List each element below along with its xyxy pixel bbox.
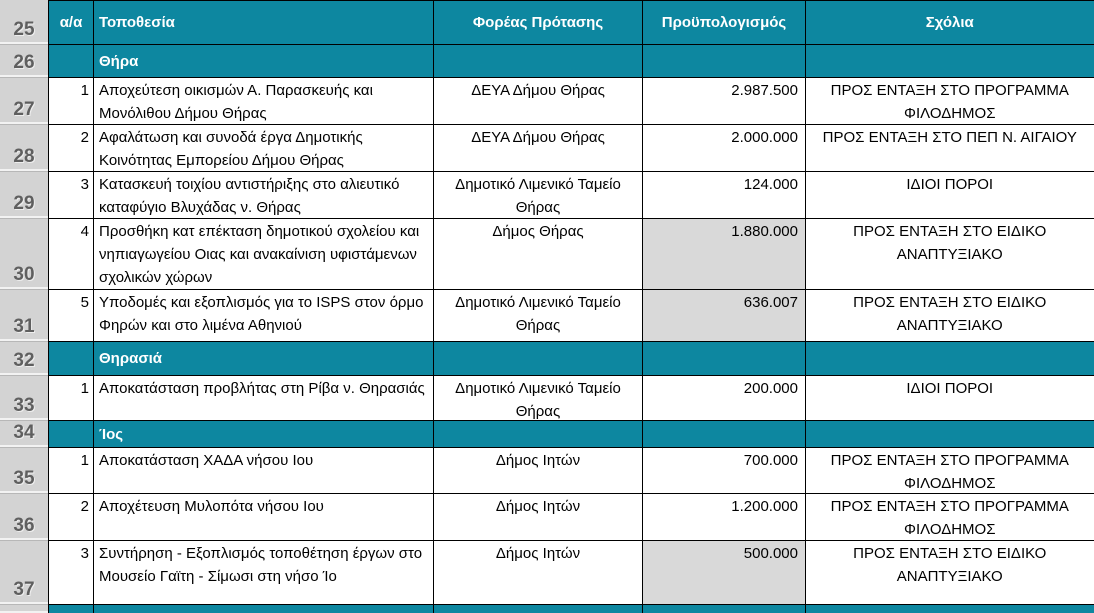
row-number-gutter [0, 0, 48, 613]
row-header-27[interactable]: 27 [0, 77, 48, 124]
section-cell-comments[interactable] [806, 342, 1094, 376]
cell-comments[interactable]: ΠΡΟΣ ΕΝΤΑΞΗ ΣΤΟ ΠΡΟΓΡΑΜΜΑ ΦΙΛΟΔΗΜΟΣ [806, 494, 1094, 541]
cell-comments[interactable]: ΠΡΟΣ ΕΝΤΑΞΗ ΣΤΟ ΕΙΔΙΚΟ ΑΝΑΠΤΥΞΙΑΚΟ [806, 541, 1094, 605]
row-header-28[interactable]: 28 [0, 124, 48, 171]
cell-budget[interactable]: 2.000.000 [643, 125, 806, 172]
cell-budget[interactable]: 200.000 [643, 376, 806, 421]
section-row-partial [49, 605, 1094, 613]
row-header-partial[interactable] [0, 604, 48, 613]
row-header-26[interactable]: 26 [0, 44, 48, 77]
cell-budget[interactable]: 2.987.500 [643, 78, 806, 125]
row-header-36[interactable]: 36 [0, 493, 48, 540]
cell-proposing-body[interactable]: Δήμος Ιητών [434, 448, 643, 494]
section-cell-body[interactable] [434, 342, 643, 376]
row-header-33[interactable]: 33 [0, 375, 48, 420]
section-cell-body[interactable] [434, 605, 643, 613]
section-title[interactable]: Θηρασιά [94, 342, 434, 376]
section-cell-budget[interactable] [643, 605, 806, 613]
projects-table [48, 0, 1094, 613]
section-cell-comments[interactable] [806, 605, 1094, 613]
table-row [49, 290, 1094, 342]
cell-comments[interactable]: ΠΡΟΣ ΕΝΤΑΞΗ ΣΤΟ ΠΡΟΓΡΑΜΜΑ ΦΙΛΟΔΗΜΟΣ [806, 78, 1094, 125]
section-row [49, 421, 1094, 448]
cell-budget[interactable]: 636.007 [643, 290, 806, 342]
cell-proposing-body[interactable]: Δημοτικό Λιμενικό Ταμείο Θήρας [434, 172, 643, 219]
section-title[interactable]: Θήρα [94, 45, 434, 78]
cell-row-number[interactable]: 5 [49, 290, 94, 342]
table-row [49, 448, 1094, 494]
cell-location[interactable]: Αφαλάτωση και συνοδά έργα Δημοτικής Κοινότητας Εμπορείου Δήμου Θήρας [94, 125, 434, 172]
section-cell-num[interactable] [49, 605, 94, 613]
section-cell-comments[interactable] [806, 421, 1094, 448]
cell-comments[interactable]: ΠΡΟΣ ΕΝΤΑΞΗ ΣΤΟ ΠΡΟΓΡΑΜΜΑ ΦΙΛΟΔΗΜΟΣ [806, 448, 1094, 494]
section-row [49, 342, 1094, 376]
row-header-29[interactable]: 29 [0, 171, 48, 218]
section-cell-num[interactable] [49, 45, 94, 78]
section-cell-body[interactable] [434, 45, 643, 78]
col-header-num[interactable]: α/α [49, 1, 94, 45]
cell-row-number[interactable]: 1 [49, 376, 94, 421]
row-header-37[interactable]: 37 [0, 540, 48, 604]
cell-proposing-body[interactable]: Δημοτικό Λιμενικό Ταμείο Θήρας [434, 376, 643, 421]
section-cell-budget[interactable] [643, 421, 806, 448]
cell-comments[interactable]: ΙΔΙΟΙ ΠΟΡΟΙ [806, 376, 1094, 421]
section-row [49, 45, 1094, 78]
row-header-31[interactable]: 31 [0, 289, 48, 341]
row-header-34[interactable]: 34 [0, 420, 48, 447]
section-title[interactable]: Ίος [94, 421, 434, 448]
cell-proposing-body[interactable]: Δημοτικό Λιμενικό Ταμείο Θήρας [434, 290, 643, 342]
cell-location[interactable]: Συντήρηση - Εξοπλισμός τοποθέτηση έργων στο Μουσείο Γαϊτη - Σίμωσι στη νήσο Ίο [94, 541, 434, 605]
table-row [49, 376, 1094, 421]
cell-proposing-body[interactable]: ΔΕΥΑ Δήμου Θήρας [434, 125, 643, 172]
cell-proposing-body[interactable]: ΔΕΥΑ Δήμου Θήρας [434, 78, 643, 125]
table-row [49, 219, 1094, 290]
section-title[interactable] [94, 605, 434, 613]
cell-location[interactable]: Αποκατάσταση προβλήτας στη Ρίβα ν. Θηρασιάς [94, 376, 434, 421]
col-header-body[interactable]: Φορέας Πρότασης [434, 1, 643, 45]
cell-location[interactable]: Αποχέτευση Μυλοπότα νήσου Ιου [94, 494, 434, 541]
column-header-row [49, 1, 1094, 45]
table-row [49, 78, 1094, 125]
section-cell-body[interactable] [434, 421, 643, 448]
table-row [49, 494, 1094, 541]
cell-row-number[interactable]: 3 [49, 172, 94, 219]
table-row [49, 172, 1094, 219]
col-header-location[interactable]: Τοποθεσία [94, 1, 434, 45]
section-cell-num[interactable] [49, 342, 94, 376]
col-header-comments[interactable]: Σχόλια [806, 1, 1094, 45]
section-cell-comments[interactable] [806, 45, 1094, 78]
cell-row-number[interactable]: 2 [49, 494, 94, 541]
table-row [49, 541, 1094, 605]
cell-budget[interactable]: 500.000 [643, 541, 806, 605]
cell-comments[interactable]: ΠΡΟΣ ΕΝΤΑΞΗ ΣΤΟ ΕΙΔΙΚΟ ΑΝΑΠΤΥΞΙΑΚΟ [806, 219, 1094, 290]
cell-row-number[interactable]: 1 [49, 78, 94, 125]
cell-budget[interactable]: 1.200.000 [643, 494, 806, 541]
cell-proposing-body[interactable]: Δήμος Θήρας [434, 219, 643, 290]
cell-location[interactable]: Αποχεύτεση οικισμών Α. Παρασκευής και Μονόλιθου Δήμου Θήρας [94, 78, 434, 125]
cell-proposing-body[interactable]: Δήμος Ιητών [434, 494, 643, 541]
row-header-35[interactable]: 35 [0, 447, 48, 493]
cell-row-number[interactable]: 3 [49, 541, 94, 605]
cell-comments[interactable]: ΠΡΟΣ ΕΝΤΑΞΗ ΣΤΟ ΕΙΔΙΚΟ ΑΝΑΠΤΥΞΙΑΚΟ [806, 290, 1094, 342]
table-row [49, 125, 1094, 172]
cell-proposing-body[interactable]: Δήμος Ιητών [434, 541, 643, 605]
cell-location[interactable]: Κατασκευή τοιχίου αντιστήριξης στο αλιευτικό καταφύγιο Βλυχάδας ν. Θήρας [94, 172, 434, 219]
row-header-25[interactable]: 25 [0, 0, 48, 44]
cell-budget[interactable]: 700.000 [643, 448, 806, 494]
cell-row-number[interactable]: 2 [49, 125, 94, 172]
cell-location[interactable]: Αποκατάσταση ΧΑΔΑ νήσου Ιου [94, 448, 434, 494]
cell-row-number[interactable]: 4 [49, 219, 94, 290]
section-cell-num[interactable] [49, 421, 94, 448]
cell-budget[interactable]: 124.000 [643, 172, 806, 219]
cell-budget[interactable]: 1.880.000 [643, 219, 806, 290]
section-cell-budget[interactable] [643, 45, 806, 78]
cell-location[interactable]: Υποδομές και εξοπλισμός για το ISPS στον όρμο Φηρών και στο λιμένα Αθηνιού [94, 290, 434, 342]
cell-row-number[interactable]: 1 [49, 448, 94, 494]
cell-location[interactable]: Προσθήκη κατ επέκταση δημοτικού σχολείου και νηπιαγωγείου Οιας και ανακαίνιση υφιστάμενων σχολικών χώρων [94, 219, 434, 290]
cell-comments[interactable]: ΠΡΟΣ ΕΝΤΑΞΗ ΣΤΟ ΠΕΠ Ν. ΑΙΓΑΙΟΥ [806, 125, 1094, 172]
col-header-budget[interactable]: Προϋπολογισμός [643, 1, 806, 45]
section-cell-budget[interactable] [643, 342, 806, 376]
row-header-30[interactable]: 30 [0, 218, 48, 289]
cell-comments[interactable]: ΙΔΙΟΙ ΠΟΡΟΙ [806, 172, 1094, 219]
row-header-32[interactable]: 32 [0, 341, 48, 375]
